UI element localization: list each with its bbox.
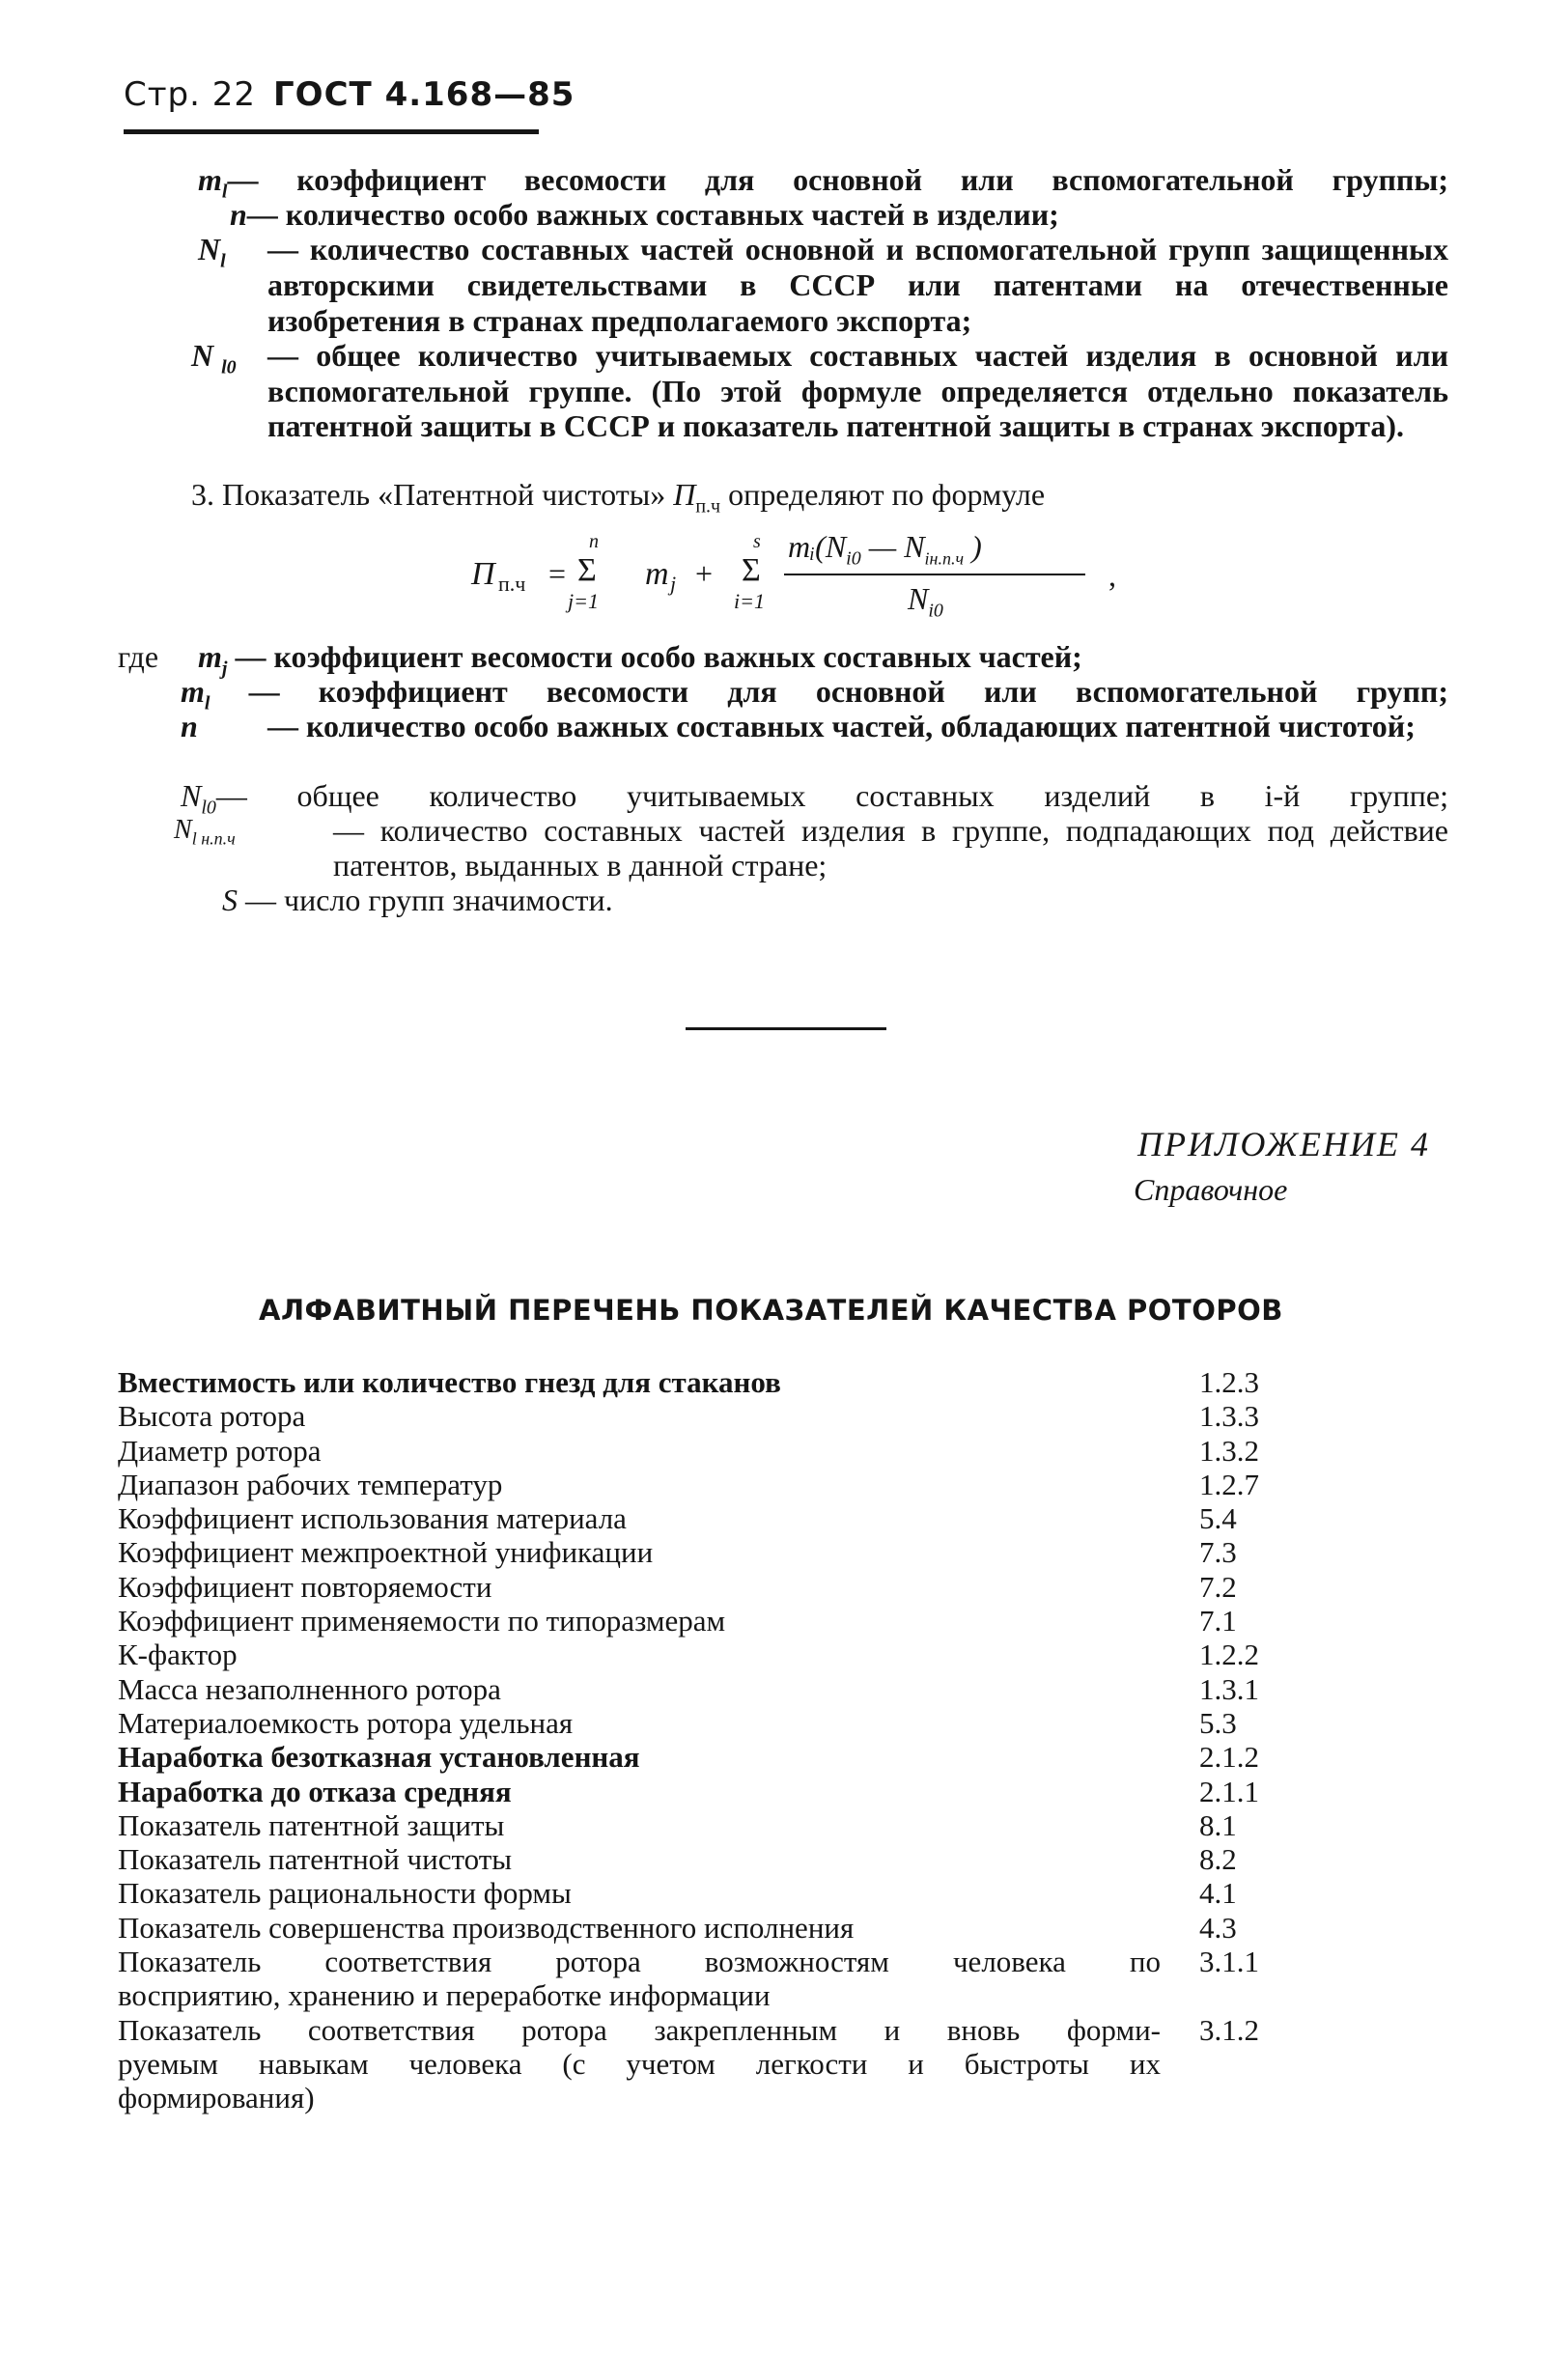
index-row: Коэффициент использования материала 5.4 (118, 1501, 1237, 1536)
section-3-line (191, 477, 1045, 523)
index-list (118, 1365, 1325, 2115)
sum2-bottom: i=1 (734, 589, 765, 613)
definition-text: — общее количество учитываемых составных частей изделия в основной или вспомогательной группе. (По этой формуле определяется отдельно показатель патентной защиты в СССР и показатель патентной защиты в странах экспорта). (267, 338, 1448, 443)
index-row: Коэффициент применяемости по типоразмерам 7.1 (118, 1604, 1237, 1638)
definition-text: — количество особо важных составных частей, обладающих патентной чистотой; (267, 709, 1416, 743)
index-row: Коэффициент межпроектной унификации 7.3 (118, 1535, 1237, 1570)
patent-purity-formula (471, 529, 1166, 626)
index-row: Показатель совершенства производственного исполнения 4.3 (118, 1910, 1237, 1945)
definition-line: $m_l—$ коэффициент весомости для основной или вспомогательной группы; (198, 162, 1448, 203)
index-row: Коэффициент повторяемости 7.2 (118, 1569, 1237, 1604)
standard-number: ГОСТ 4.168—85 (273, 75, 575, 114)
appendix-label: ПРИЛОЖЕНИЕ 4 (1137, 1125, 1430, 1163)
definition-block: n — количество особо важных составных частей, обладающих патентной чистотой; (181, 709, 1416, 743)
formula-plus: + (695, 556, 714, 591)
formula-lhs: П (471, 556, 495, 592)
index-row: Показатель рациональности формы 4.1 (118, 1876, 1237, 1911)
formula-numerator: $mᵢ(N_{i0}$ — $N_{iн.п.ч}$ ) (788, 529, 982, 570)
index-row: руемым навыкам человека (с учетом легкости и быстроты их (118, 2046, 1161, 2081)
index-row: Показатель патентной защиты 8.1 (118, 1807, 1237, 1842)
formula-lhs-sub: п.ч (498, 572, 526, 596)
definition-text: — количество составных частей изделия в группе, подпадающих под действие патентов, выданных в данной стране; (333, 813, 1448, 882)
index-row: Вместимость или количество гнезд для стаканов 1.2.3 (118, 1365, 1259, 1399)
definition-block: N $_{l0}$ — общее количество учитываемых составных частей изделия в основной или вспомогательной группе. (По этой формуле определяется отдельно показатель патентной защиты в СССР и показатель патентной защиты в странах экспорта). (191, 338, 1448, 443)
definition-block: $N_l$ — количество составных частей основной и вспомогательной групп защищенных авторскими свидетельствами в СССР или патентами на отечественные изобретения в странах предполагаемого экспорта; (198, 232, 1448, 338)
definition-line: n— количество особо важных составных частей в изделии; (230, 197, 1059, 232)
sum2-top: s (753, 531, 761, 552)
formula-denominator: $N_{i0}$ (908, 581, 943, 622)
index-row: Диапазон рабочих температур 1.2.7 (118, 1467, 1259, 1501)
index-row: Высота ротора 1.3.3 (118, 1399, 1259, 1434)
sum1-top: n (589, 531, 599, 552)
section-3-text: 3. Показатель «Патентной чистоты» (191, 477, 666, 512)
index-row: Наработка до отказа средняя 2.1.1 (118, 1774, 1259, 1808)
fraction-bar (784, 574, 1085, 575)
definition-line: S — число групп значимости. (222, 882, 613, 917)
formula-eq: = (548, 556, 567, 591)
index-row: формирования) (118, 2081, 315, 2115)
section-3-tail: определяют по формуле (728, 477, 1046, 512)
index-row: Масса незаполненного ротора 1.3.1 (118, 1671, 1259, 1706)
index-row: Диаметр ротора 1.3.2 (118, 1433, 1259, 1468)
definition-block: $N_{l н.п.ч}$ — количество составных частей изделия в группе, подпадающих под действие патентов, выданных в данной стране; (174, 813, 1448, 882)
section-3-subscript: п.ч (695, 495, 721, 518)
formula-term1-sub: j (670, 572, 677, 596)
index-row: Показатель соответствия ротора возможностям человека по 3.1.1 (118, 1945, 1259, 1979)
formula-comma: , (1108, 558, 1116, 593)
sum1-bottom: j=1 (568, 589, 599, 613)
index-row: Материалоемкость ротора удельная 5.3 (118, 1705, 1237, 1740)
index-row: восприятию, хранению и переработке информации (118, 1978, 771, 2013)
formula-term1: m (645, 556, 669, 592)
section-separator (686, 1027, 886, 1030)
sum1-sign: Σ (577, 552, 597, 588)
index-row: К-фактор 1.2.2 (118, 1638, 1259, 1672)
definition-line: $m_l$ — коэффициент весомости для основной или вспомогательной групп; (181, 674, 1449, 714)
definition-line: $N_{l0}—$ общее количество учитываемых составных изделий в i-й группе; (181, 778, 1448, 819)
index-row: Показатель патентной чистоты 8.2 (118, 1842, 1237, 1877)
page-number: Стр. 22 (124, 75, 257, 114)
where-lead: где (118, 639, 159, 674)
sum2-sign: Σ (742, 552, 761, 588)
definition-text: — количество составных частей основной и вспомогательной групп защищенных авторскими свидетельствами в СССР или патентами на отечественные изобретения в странах предполагаемого экспорта; (267, 232, 1448, 338)
index-row: Наработка безотказная установленная 2.1.2 (118, 1740, 1259, 1775)
page-header (124, 75, 575, 114)
index-title: АЛФАВИТНЫЙ ПЕРЕЧЕНЬ ПОКАЗАТЕЛЕЙ КАЧЕСТВА РОТОРОВ (259, 1294, 1283, 1327)
appendix-type: Справочное (1134, 1172, 1288, 1207)
header-rule (124, 129, 539, 134)
index-row: Показатель соответствия ротора закрепленным и вновь форми- 3.1.2 (118, 2012, 1259, 2047)
section-3-symbol: П (673, 477, 696, 512)
definition-line: $m_j$ — коэффициент весомости особо важных составных частей; (198, 639, 1082, 680)
